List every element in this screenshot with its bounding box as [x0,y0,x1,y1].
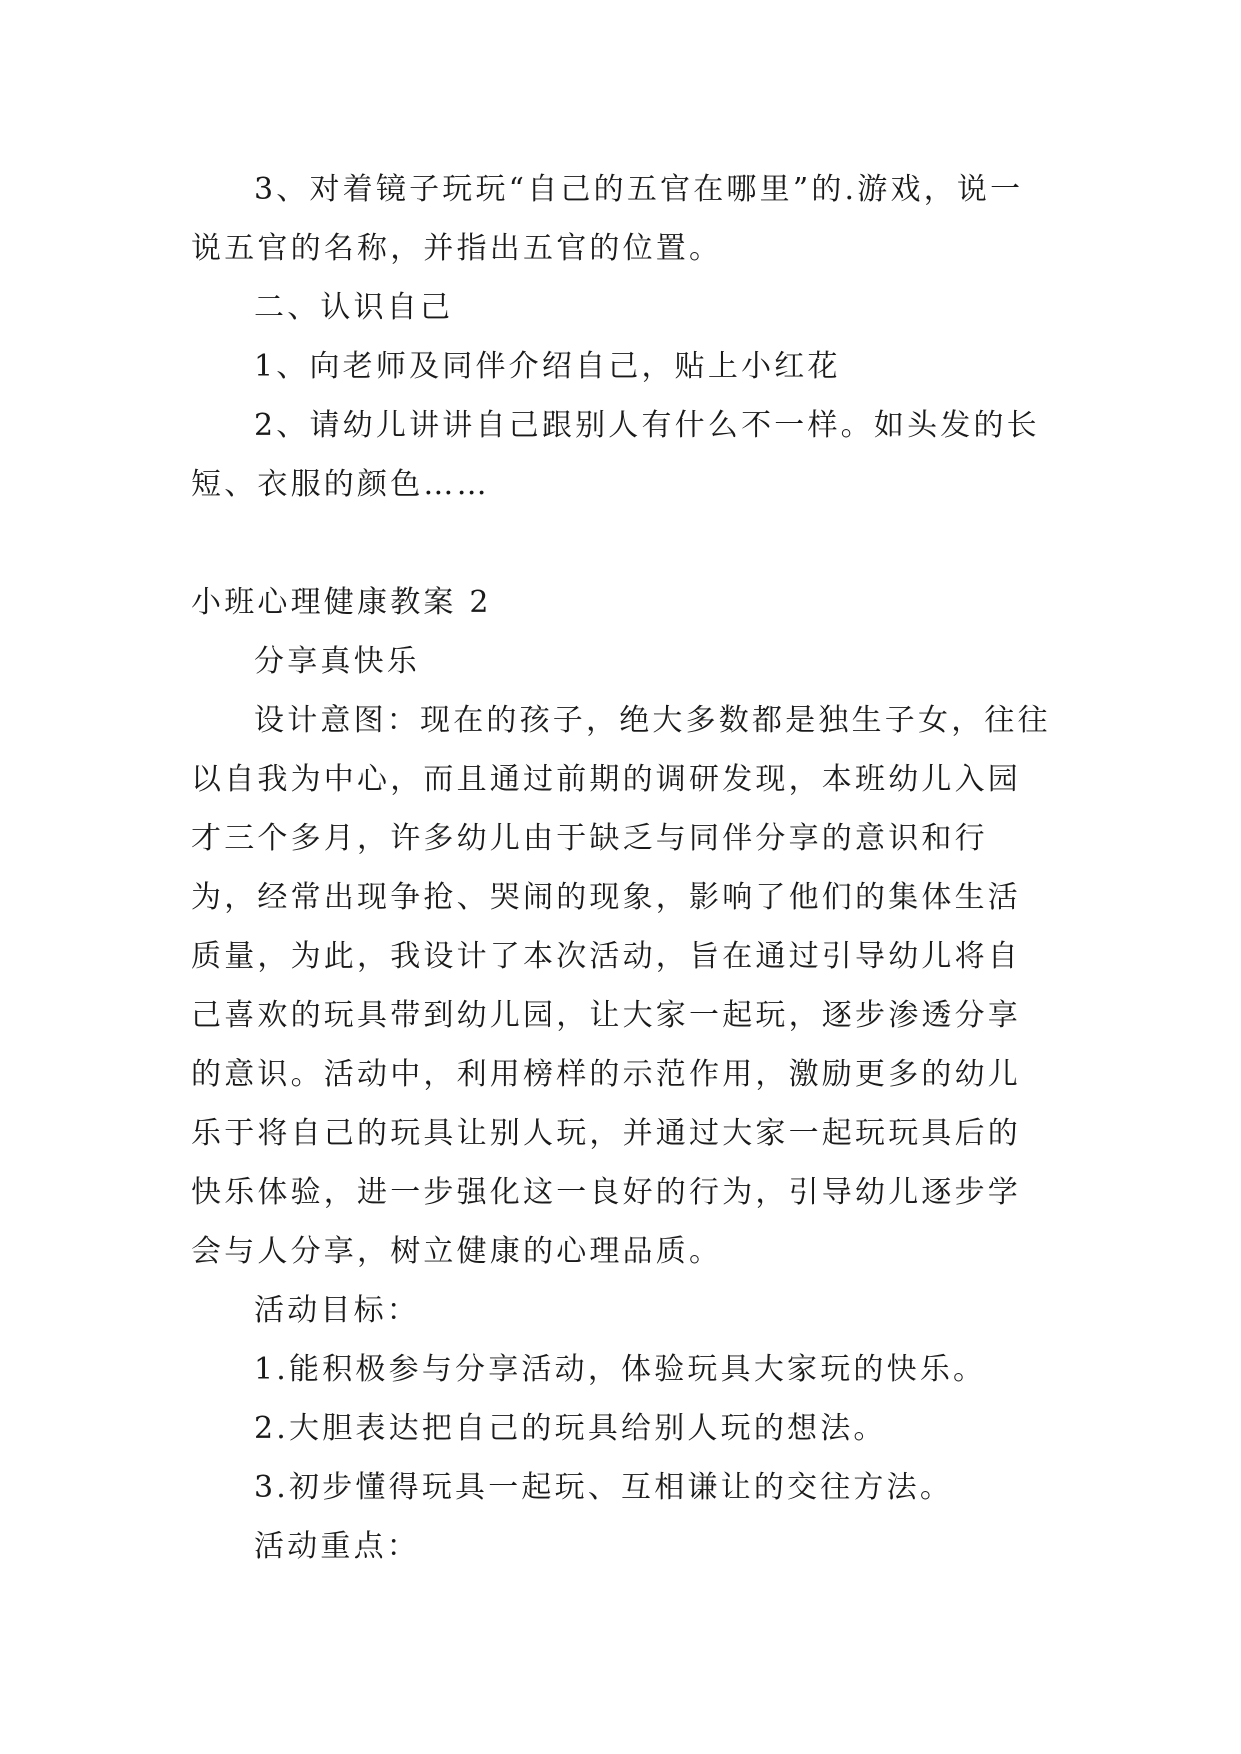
goal-item-3: 3.初步懂得玩具一起玩、互相谦让的交往方法。 [254,1470,954,1505]
paragraph-differences: 2、请幼儿讲讲自己跟别人有什么不一样。如头发的长短、衣服的颜色…… [191,408,1040,502]
section-subtitle: 分享真快乐 [254,644,420,679]
document-body [191,160,1051,1576]
paragraph-design-intent: 设计意图：现在的孩子，绝大多数都是独生子女，往往以自我为中心，而且通过前期的调研发现，本班幼儿入园才三个多月，许多幼儿由于缺乏与同伴分享的意识和行为，经常出现争抢、哭闹的现象，影响了他们的集体生活质量，为此，我设计了本次活动，旨在通过引导幼儿将自己喜欢的玩具带到幼儿园，让大家一起玩，逐步渗透分享的意识。活动中，利用榜样的示范作用，激励更多的幼儿乐于将自己的玩具让别人玩，并通过大家一起玩玩具后的快乐体验，进一步强化这一良好的行为，引导幼儿逐步学会与人分享，树立健康的心理品质。 [191,703,1051,1269]
heading-activity-focus: 活动重点： [254,1529,420,1564]
paragraph-introduce-self: 1、向老师及同伴介绍自己，贴上小红花 [254,349,841,384]
goal-item-2: 2.大胆表达把自己的玩具给别人玩的想法。 [254,1411,887,1446]
heading-know-yourself: 二、认识自己 [254,290,454,325]
heading-activity-goals: 活动目标： [254,1293,420,1328]
paragraph-mirror-game: 3、对着镜子玩玩“自己的五官在哪里”的.游戏，说一说五官的名称，并指出五官的位置。 [191,172,1024,266]
section-gap [191,514,1051,573]
section-title: 小班心理健康教案 2 [191,585,492,620]
goal-item-1: 1.能积极参与分享活动，体验玩具大家玩的快乐。 [254,1352,987,1387]
